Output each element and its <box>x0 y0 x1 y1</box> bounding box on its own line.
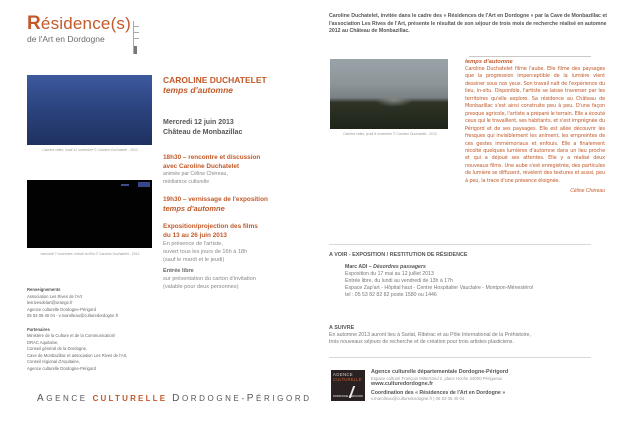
section-heading: A VOIR - EXPOSITION / RESTITUTION DE RÉSIDENCE <box>329 252 468 258</box>
essay-body: Caroline Duchatelet filme l'aube. Elle filme des paysages que la progression imperceptible de la lumière vient dessiner sous nos yeux. Son travail naît de l'expérience du lieu, in-situ. Disponible, l'artiste se laisse traverser par les territoires qu'elle explore. Sa résidence au Château de Monbazillac s'est ainsi construite peu à peu. D'une façon presque agricole, l'artiste a préparé le terrain. Elle a écouté ceux qui le travaillent, ses habitants, et s'est imprégnée du Périgord et de ses paysages. Elle est allée découvrir les fresques qui invisiblement les animent, les empreintes de ces gestes immémoriaux et enfouis. Elle a finalement récolté quelques lumières d'automne dans un lieu proche et qui a déjoué ses attentes. Elle y a réalisé deux nouveaux films. Une aube s'est enregistrée, des particules de lumière se diffusent, révèlent des textures et aussi, peu à peu, la trace d'une présence éloignée. <box>465 66 605 184</box>
email-link[interactable]: lesrivesdelart@orange.fr <box>27 300 73 305</box>
divider <box>469 56 591 57</box>
talk-section: 18h30 – rencontre et discussion avec Caroline Duchatelet animée par Céline Chéreau, médiatrice culturelle <box>163 154 261 185</box>
exhibition-title: temps d'automne <box>163 85 234 95</box>
info-block <box>27 287 157 379</box>
video-still-foggy-field <box>330 59 448 129</box>
logo-title: Résidence(s) <box>27 13 131 34</box>
section-heading: A SUIVRE <box>329 325 355 331</box>
website-link[interactable]: www.culturedordogne.fr <box>371 381 434 387</box>
agency-banner: AGENCE CULTURELLE DORDOGNE-PÉRIGORD <box>37 393 312 404</box>
left-page <box>0 0 312 428</box>
artist-name: CAROLINE DUCHATELET <box>163 75 267 85</box>
image-caption: Caméra vidéo, lundi 12 novembre © Caroline Duchatelet - 2012 <box>42 148 138 152</box>
agency-logo: AGENCE CULTURELLE DORDOGNE PÉRIGORD <box>331 370 365 401</box>
image-caption: Caméra vidéo, jeudi 8 novembre © Caroline Duchatelet - 2012 <box>343 132 437 136</box>
contact-info[interactable]: v.marolleau@culturedordogne.fr | 05 53 06 40 04 <box>371 395 465 401</box>
residences-logo <box>27 15 131 44</box>
agency-name: Agence culturelle départementale Dordogne-Périgord <box>371 369 509 375</box>
partenaires: Partenaires Ministère de la Culture et de la Communication/ DRAC Aquitaine, Conseil général de la Dordogne, Cave de Monbazillac et association Les Rives de l'Art, Conseil régional d'Aquitaine, Agence culturelle Dordogne-Périgord <box>27 326 128 371</box>
essay <box>465 59 605 194</box>
intro-paragraph: Caroline Duchatelet, invitée dans le cadre des « Résidences de l'Art en Dordogne » par la Cave de Monbazillac et l'association Les Rives de l'Art, présente le résultat de son séjour de trois mois de recherche réalisé en automne 2012 au Château de Monbazillac. <box>329 13 607 35</box>
essay-signature: Céline Chéreau <box>570 188 605 195</box>
image-caption: mercredi 7 novembre, extrait du film © Caroline Duchatelet - 2012 <box>40 252 140 256</box>
a-voir-section: A VOIR - EXPOSITION / RESTITUTION DE RÉSIDENCE Marc ADI – Désordres passagers Exposition du 17 mai au 12 juillet 2013 Entrée libre, du lundi au vendredi de 13h à 17h Espace Zap'art - Hôpital haut - Centre Hospitalier Vauclaire - Montpon-Ménestérol tel : 05 53 82 82 82 poste 1580 ou 1446 <box>329 251 619 299</box>
divider <box>329 244 591 245</box>
video-still-night <box>27 180 152 248</box>
video-still-dawn-blue <box>27 75 152 145</box>
event-details <box>163 75 308 291</box>
agency-address: Espace culturel François Mitterrand 2, place Hoche 24000 Périgueux <box>371 375 503 381</box>
vernissage-section: 19h30 – vernissage de l'exposition temps d'automne <box>163 196 268 213</box>
a-suivre-section: A SUIVRE En automne 2013 auront lieu à Sarlat, Ribérac et au Pôle International de la Préhistoire, trois nouveaux séjours de recherche et de création pour trois artistes plasticiens. <box>329 324 619 346</box>
logo-ruler-icon <box>133 21 138 54</box>
event-date: Mercredi 12 juin 2013 Château de Monbazillac <box>163 119 243 136</box>
coordination-label: Coordination des « Résidences de l'Art en Dordogne » <box>371 389 506 396</box>
right-page <box>313 0 625 428</box>
essay-title: temps d'automne <box>465 59 513 65</box>
renseignements: Renseignements Association Les Rives de l'Art lesrivesdelart@orange.fr Agence culturelle Dordogne-Périgord 05 53 06 40 04 - v.marolleau@culturedordogne.fr <box>27 287 157 320</box>
exhibition-section: Exposition/projection des films du 13 au 26 juin 2013 En présence de l'artiste, ouvert tous les jours de 16h à 18h (sauf le mardi et le jeudi) Entrée libre sur présentation du carton d'invitation (valable pour deux personnes) <box>163 223 258 290</box>
divider <box>329 357 591 358</box>
logo-subtitle: de l'Art en Dordogne <box>27 34 105 44</box>
